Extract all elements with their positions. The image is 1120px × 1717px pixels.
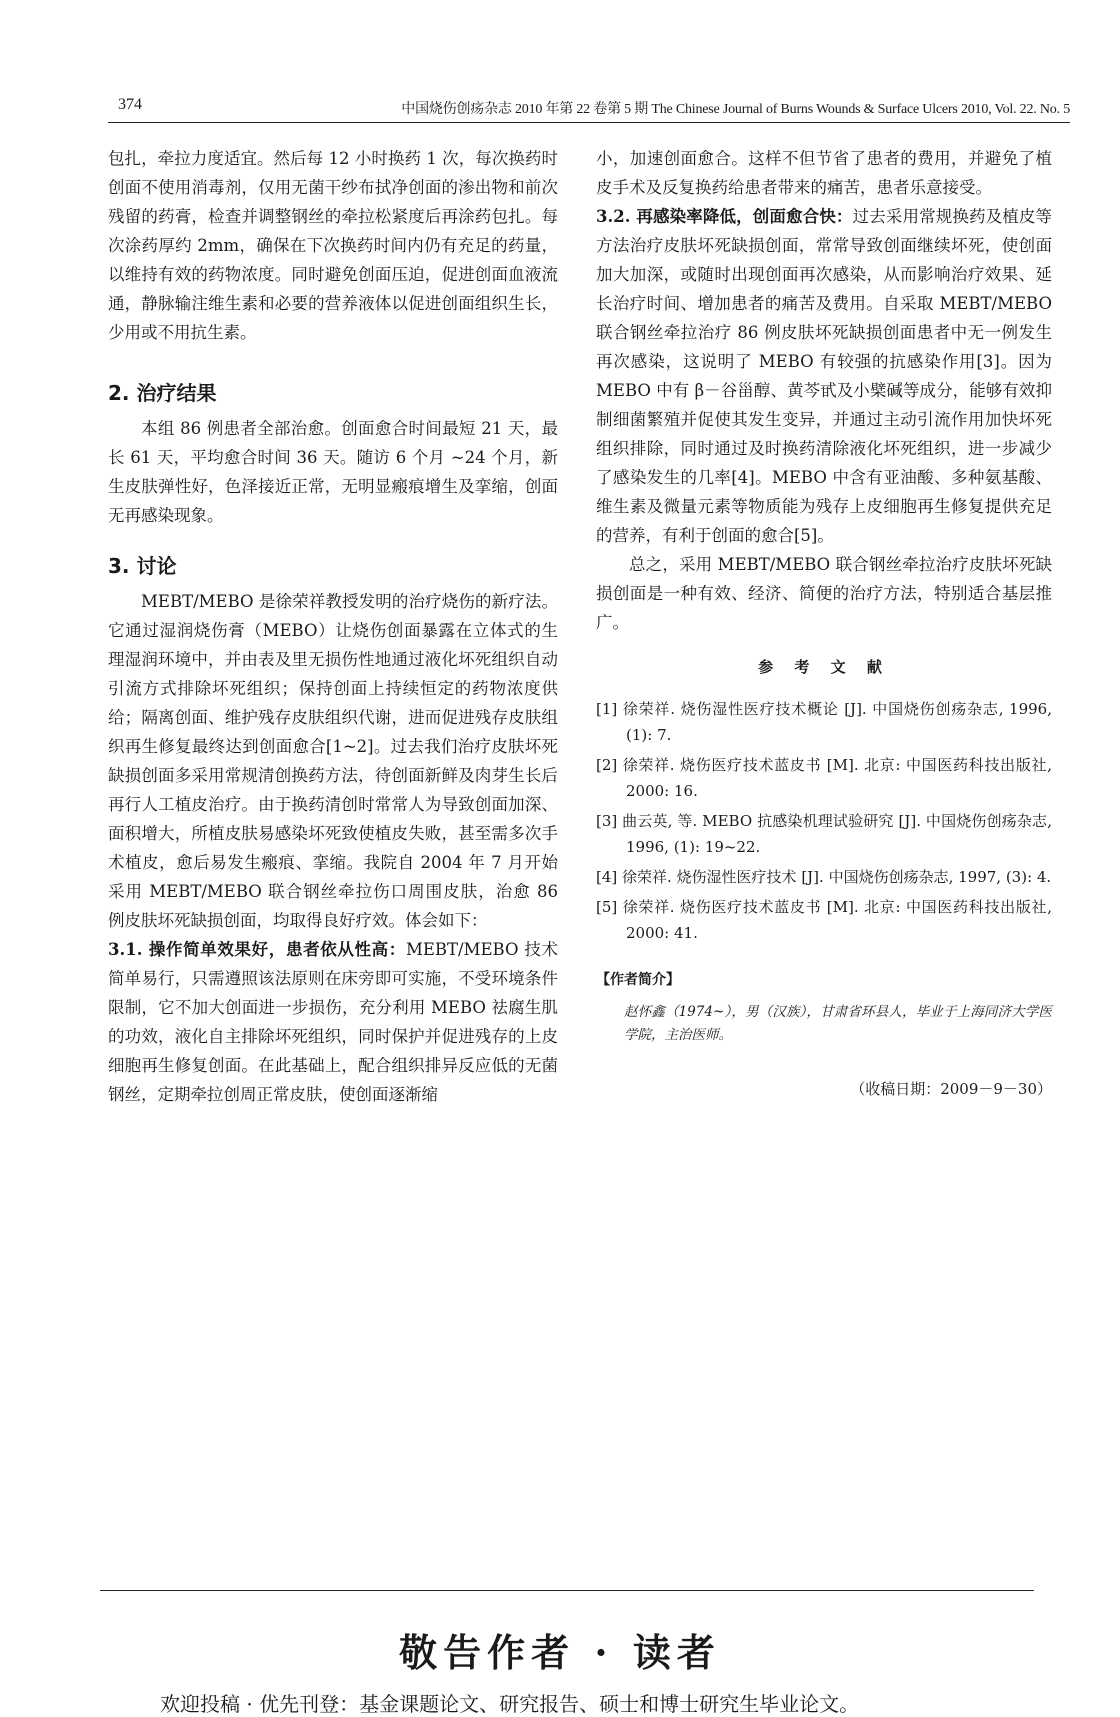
section-2-text: 本组 86 例患者全部治愈。创面愈合时间最短 21 天，最长 61 天，平均愈合时间 36 天。随访 6 个月 ~24 个月，新生皮肤弹性好，色泽接近正常，无明显瘢痕增生及挛缩，创面无再感染现象。 (108, 419, 558, 525)
notice-title: 敬告作者 · 读者 (399, 1630, 721, 1675)
reference-item: [4] 徐荣祥. 烧伤湿性医疗技术 [J]. 中国烧伤创疡杂志, 1997, (3): 4. (596, 868, 1052, 886)
references-list (596, 696, 1052, 946)
subsection-3-1-heading: 3.1. 操作简单效果好，患者依从性高： (108, 940, 406, 959)
received-date: （收稿日期：2009－9－30） (850, 1080, 1052, 1098)
intro-paragraph: 包扎，牵拉力度适宜。然后每 12 小时换药 1 次，每次换药时创面不使用消毒剂，仅用无菌干纱布拭净创面的渗出物和前次残留的药膏，检查并调整钢丝的牵拉松紧度后再涂药包扎。每次涂药厚约 2mm，确保在下次换药时间内仍有充足的药量，以维持有效的药物浓度。同时避免创面压迫，促进创面血液流通，静脉输注维生素和必要的营养液体以促进创面组织生长，少用或不用抗生素。 (108, 149, 558, 342)
subsection-3-2-heading: 3.2. 再感染率降低，创面愈合快： (596, 207, 853, 226)
author-intro-label: 【作者简介】 (596, 972, 680, 988)
reference-item: [2] 徐荣祥. 烧伤医疗技术蓝皮书 [M]. 北京: 中国医药科技出版社, 2000: 16. (596, 756, 1052, 800)
reference-item: [5] 徐荣祥. 烧伤医疗技术蓝皮书 [M]. 北京: 中国医药科技出版社, 2000: 41. (596, 898, 1052, 942)
subsection-3-2 (596, 202, 1052, 550)
reference-item: [3] 曲云英, 等. MEBO 抗感染机理试验研究 [J]. 中国烧伤创疡杂志, 1996, (1): 19~22. (596, 812, 1052, 856)
page-number: 374 (118, 96, 142, 113)
references-title: 参 考 文 献 (758, 658, 890, 676)
left-column (108, 144, 558, 1109)
continued-text: 小，加速创面愈合。这样不但节省了患者的费用，并避免了植皮手术及反复换药给患者带来的痛苦，患者乐意接受。 (596, 149, 1052, 197)
conclusion-text: 总之，采用 MEBT/MEBO 联合钢丝牵拉治疗皮肤坏死缺损创面是一种有效、经济、简便的治疗方法，特别适合基层推广。 (596, 555, 1052, 632)
right-column (596, 144, 1052, 1104)
subsection-3-1 (108, 935, 558, 1109)
section-divider (100, 1590, 1034, 1591)
author-intro-text: 赵怀鑫（1974~），男（汉族），甘肃省环县人，毕业于上海同济大学医学院，主治医师。 (624, 1004, 1052, 1043)
journal-running-title: 中国烧伤创疡杂志 2010 年第 22 卷第 5 期 The Chinese Journal of Burns Wounds & Surface Ulcers 2010, Vol. 22. No. 5 (401, 102, 1070, 117)
section-2-heading: 2. 治疗结果 (108, 381, 217, 405)
section-3-text: MEBT/MEBO 是徐荣祥教授发明的治疗烧伤的新疗法。它通过湿润烧伤膏（MEBO）让烧伤创面暴露在立体式的生理湿润环境中，并由表及里无损伤性地通过液化坏死组织自动引流方式排除坏死组织；保持创面上持续恒定的药物浓度供给；隔离创面、维护残存皮肤组织代谢，进而促进残存皮肤组织再生修复最终达到创面愈合[1~2]。过去我们治疗皮肤坏死缺损创面多采用常规清创换药方法，待创面新鲜及肉芽生长后再行人工植皮治疗。由于换药清创时常常人为导致创面加深、面积增大，所植皮肤易感染坏死致使植皮失败，甚至需多次手术植皮，愈后易发生瘢痕、挛缩。我院自 2004 年 7 月开始采用 MEBT/MEBO 联合钢丝牵拉伤口周围皮肤，治愈 86 例皮肤坏死缺损创面，均取得良好疗效。体会如下： (108, 592, 558, 930)
notice-body: 欢迎投稿 · 优先刊登：基金课题论文、研究报告、硕士和博士研究生毕业论文。 (160, 1692, 860, 1716)
subsection-3-2-text: 过去采用常规换药及植皮等方法治疗皮肤坏死缺损创面，常常导致创面继续坏死，使创面加大加深，或随时出现创面再次感染，从而影响治疗效果、延长治疗时间、增加患者的痛苦及费用。自采取 MEBT/MEBO 联合钢丝牵拉治疗 86 例皮肤坏死缺损创面患者中无一例发生再次感染，这说明了 MEBO 有较强的抗感染作用[3]。因为 MEBO 中有 β－谷甾醇、黄芩甙及小檗碱等成分，能够有效抑制细菌繁殖并促使其发生变异，并通过主动引流作用加快坏死组织排除，同时通过及时换药清除液化坏死组织，进一步减少了感染发生的几率[4]。MEBO 中含有亚油酸、多种氨基酸、维生素及微量元素等物质能为残存上皮细胞再生修复提供充足的营养，有利于创面的愈合[5]。 (596, 207, 1052, 545)
subsection-3-1-text: MEBT/MEBO 技术简单易行，只需遵照该法原则在床旁即可实施，不受环境条件限制，它不加大创面进一步损伤，充分利用 MEBO 祛腐生肌的功效，液化自主排除坏死组织，同时保护并促进残存的上皮细胞再生修复创面。在此基础上，配合组织排异反应低的无菌钢丝，定期牵拉创周正常皮肤，使创面逐渐缩 (108, 940, 558, 1104)
section-3-heading: 3. 讨论 (108, 554, 177, 578)
running-header (108, 96, 1070, 123)
reference-item: [1] 徐荣祥. 烧伤湿性医疗技术概论 [J]. 中国烧伤创疡杂志, 1996, (1): 7. (596, 700, 1052, 744)
